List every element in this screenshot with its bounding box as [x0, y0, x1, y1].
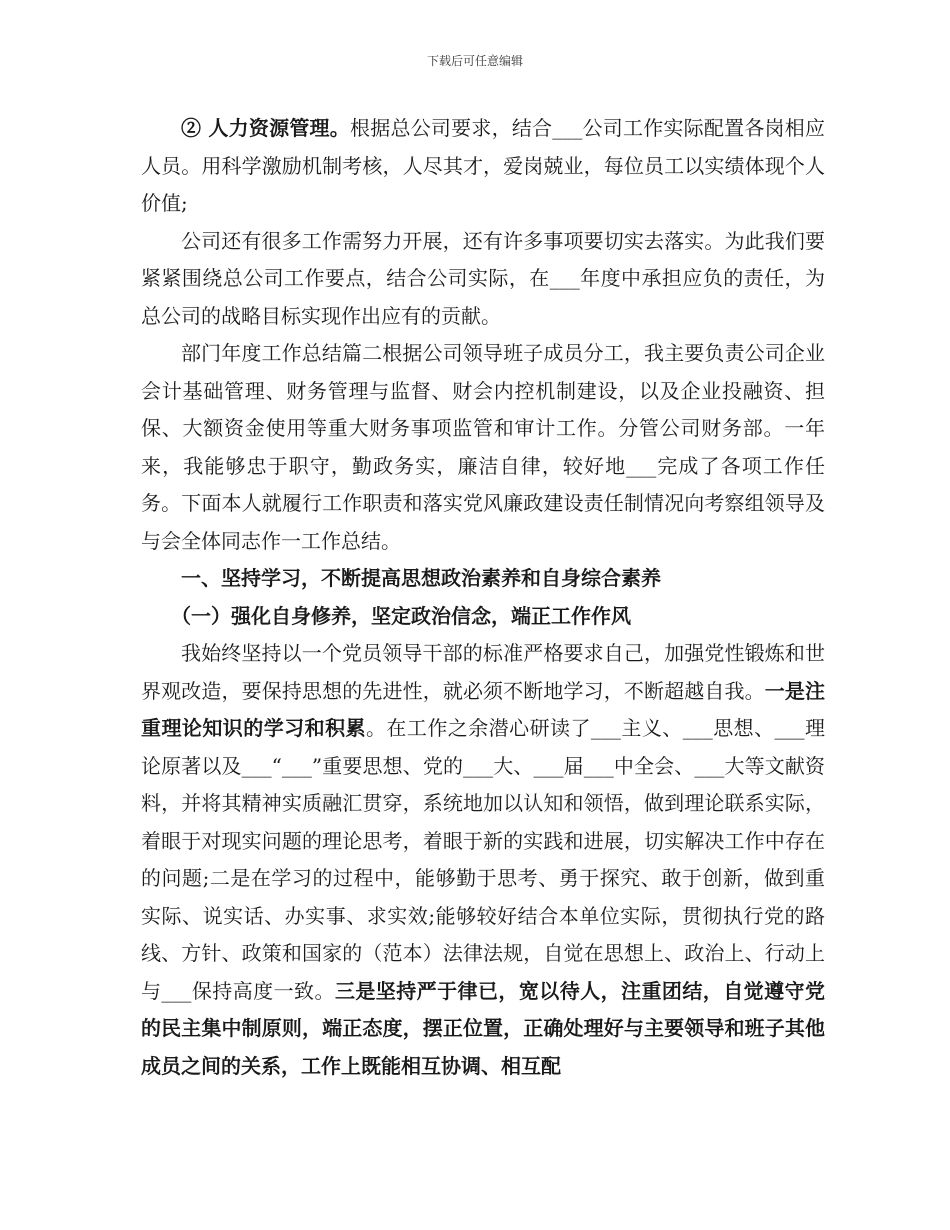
hr-management-text: 根据总公司要求，结合___公司工作实际配置各岗相应人员。用科学激励机制考核，人尽其才，爱岗兢业，每位员工以实绩体现个人价值;: [141, 116, 826, 215]
paragraph-department-summary: 部门年度工作总结篇二根据公司领导班子成员分工，我主要负责公司企业会计基础管理、财务管理与监督、财会内控机制建设，以及企业投融资、担保、大额资金使用等重大财务事项监管和审计工作。分管公司财务部。一年来，我能够忠于职守，勤政务实，廉洁自律，较好地___完成了各项工作任务。下面本人就履行工作职责和落实党风廉政建设责任制情况向考察组领导及与会全体同志作一工作总结。: [141, 341, 825, 553]
paragraph-self-cultivation: [141, 635, 825, 1085]
hr-management-heading: ② 人力资源管理。: [181, 116, 351, 140]
point-one-text: 。在工作之余潜心研读了___主义、___思想、___理论原著以及___“___”重要思想、党的___大、___届___中全会、___大等文献资料，并将其精神实质融汇贯穿，系统地加以认知和领悟，做到理论联系实际，着眼于对现实问题的理论思考，着眼于新的实践和进展，切实解决工作中存在的问题;二是在学习的过程中，能够勤于思考、勇于探究、敢于创新，做到重实际、说实话、办实事、求实效;能够较好结合本单位实际，贯彻执行党的路线、方针、政策和国家的（范本）法律法规，自觉在思想上、政治上、行动上与___保持高度一致。: [141, 716, 826, 1003]
paragraph-hr-management: [141, 110, 825, 223]
page-header: 下载后可任意编辑: [426, 54, 523, 68]
document-body: [141, 110, 825, 1085]
point-one-bold: 一是注重理论知识的学习和积累: [141, 678, 826, 740]
self-cultivation-intro: 我始终坚持以一个党员领导干部的标准严格要求自己，加强党性锻炼和世界观改造，要保持思想的先进性，就必须不断地学习，不断超越自我。: [141, 641, 825, 703]
subsection-heading-1: （一）强化自身修养，坚定政治信念，端正工作作风: [171, 603, 631, 628]
point-three-bold: 三是坚持严于律已，宽以待人，注重团结，自觉遵守党的民主集中制原则，端正态度，摆正位置，正确处理好与主要领导和班子其他成员之间的关系，工作上既能相互协调、相互配: [141, 978, 825, 1078]
paragraph-company-work: 公司还有很多工作需努力开展，还有许多事项要切实去落实。为此我们要紧紧围绕总公司工作要点，结合公司实际，在___年度中承担应负的责任，为总公司的战略目标实现作出应有的贡献。: [141, 228, 825, 328]
section-heading-1: 一、坚持学习，不断提高思想政治素养和自身综合素养: [181, 566, 661, 590]
